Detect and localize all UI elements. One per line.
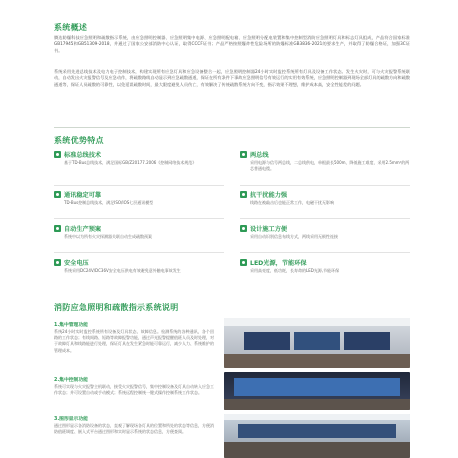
- feature-rule: [54, 218, 224, 219]
- explain-item-head: 1.集中管理功能: [54, 323, 88, 328]
- feature-anti-interference: [240, 190, 410, 220]
- feature-bus-tech: [54, 150, 224, 186]
- feature-title: 两总线: [250, 152, 269, 159]
- feature-safe-voltage: [54, 258, 224, 292]
- tools-icon: [240, 225, 247, 232]
- feature-text: 系统采用DC24V/DC36V安全电压供电有效避免意外触电事故发生: [64, 268, 181, 273]
- section-divider: [54, 127, 410, 128]
- plan-icon: [54, 225, 61, 232]
- explain-item-text: 系统24小时实时监控系统所有设备及灯具状态、故障信息。检测系统的各种通讯，各个回路的工作状态；有线间路、短路等故障报警功能，通过声光报警提醒值班人员及时处理，对于故障灯具和线路能进行处理，保证灯具在发生紧急时能可靠运行，减少人力、系统维护的管理成本。: [54, 329, 214, 353]
- feature-rule: [240, 252, 410, 253]
- feature-title: 安全电压: [64, 260, 89, 267]
- feature-text: 系统中以为所有火灾探测器关联自动生成疏散预案: [64, 234, 152, 239]
- overview-title: 系统概述: [54, 23, 88, 32]
- feature-text: 采用自动识别信息布线方式，两线采用无极性连接: [250, 234, 338, 239]
- feature-title: 设计施工方便: [250, 226, 288, 233]
- feature-title: 抗干扰能力强: [250, 192, 288, 199]
- feature-rule: [240, 185, 410, 186]
- feature-text: 线路在被敲击后也能正常工作，电磁干扰无影响: [250, 200, 334, 205]
- overview-para-1: 腾达防爆科技应急照明和疏散指示系统，由应急照明控制器、应急照明集中电源、应急照明配电箱、应急照明分配电装置和集中控制型消防应急照明灯具和标志灯具组成，产品符合国家标准GB17945和GB51309-2018，并通过了国家公安部消防中心认证，取得CCCF证书；产品严格按照爆炸性危险场所的防爆标准GB3836-2021的要求生产，并取得了防爆合格证，加强3C证书。: [54, 35, 410, 53]
- feature-plan: [54, 224, 224, 254]
- signal-icon: [54, 191, 61, 198]
- explain-item-text: 通过图形显示各消防设备的状态，直观了解现场各灯具的位置和所处的状态等信息，方便消防值班调度、嵌入式平台通过图形和实时显示系统的状态信息，方便查阅。: [54, 423, 214, 435]
- feature-text: 采用高亮度，低功耗，长寿命的LED光源,节能环保: [250, 268, 340, 273]
- feature-rule: [54, 252, 224, 253]
- shield-icon: [54, 259, 61, 266]
- feature-comm: [54, 190, 224, 220]
- leaf-icon: [240, 259, 247, 266]
- feature-title: 标准总线技术: [64, 152, 102, 159]
- explain-title: 消防应急照明和疏散指示系统说明: [54, 303, 179, 312]
- lightning-icon: [240, 191, 247, 198]
- feature-rule: [240, 218, 410, 219]
- feature-title: 自动生产预案: [64, 226, 102, 233]
- network-icon: [54, 151, 61, 158]
- feature-text: 采用电源与信号两总线，二总线供电，单根最长500m，降低施工难度，采用2.5mm²的两芯普通电缆。: [250, 160, 410, 171]
- feature-easy-install: [240, 224, 410, 254]
- explain-item-head: 2.集中控制功能: [54, 378, 88, 383]
- explain-item-text: 系统可实现与火灾报警主机联动，接受火灾报警信号，集中控制设备及灯具自动转入应急工作状态；并可设置自动或手动模式；系统远程控制统一键式操作控制系统工作状态。: [54, 384, 214, 396]
- overview-para-2: 系统采用先进总线技术及电力电子控制技术，构建实现所有应急灯具和应急设备整合一起，应急照明控制器24小时实时监控系统所有灯具及设备工作状态。发生火灾时，可与火灾报警系统联动，自动发出火灾报警信号及应急动作，将疏散路线自动显示到应急疏散通道，保证在所有条件下事故应急照明信号有效运行的实用有效系统，应急照明控制器到现场全部灯具的疏散方向和疏散通道等，保证人员疏散的可靠性，以免延误疏散时间，最大限度避免人员伤亡，有效解决了传统疏散系统方向不变，指示效果不理想，维护成本高，安全性能差的问题。: [54, 69, 410, 87]
- feature-title: LED光源，节能环保: [250, 260, 307, 267]
- control-room-photo-3: [224, 414, 410, 458]
- feature-title: 通讯稳定可靠: [64, 192, 102, 199]
- feature-led: [240, 258, 410, 292]
- page: [54, 22, 410, 442]
- control-room-photo-1: [224, 318, 410, 368]
- cable-icon: [240, 151, 247, 158]
- feature-two-bus: [240, 150, 410, 186]
- feature-text: 基于TD-Bus总线技术，满足国标GB/Z20177.2006《控制网络技术规范》: [64, 160, 197, 165]
- feature-rule: [54, 185, 224, 186]
- control-room-photo-2: [224, 372, 410, 410]
- feature-text: TD-Bus控制总线技术，满足ISO/IOS七层通讯模型: [64, 200, 154, 205]
- explain-item-head: 3.图形显示功能: [54, 417, 88, 422]
- advantages-title: 系统优势特点: [54, 136, 104, 145]
